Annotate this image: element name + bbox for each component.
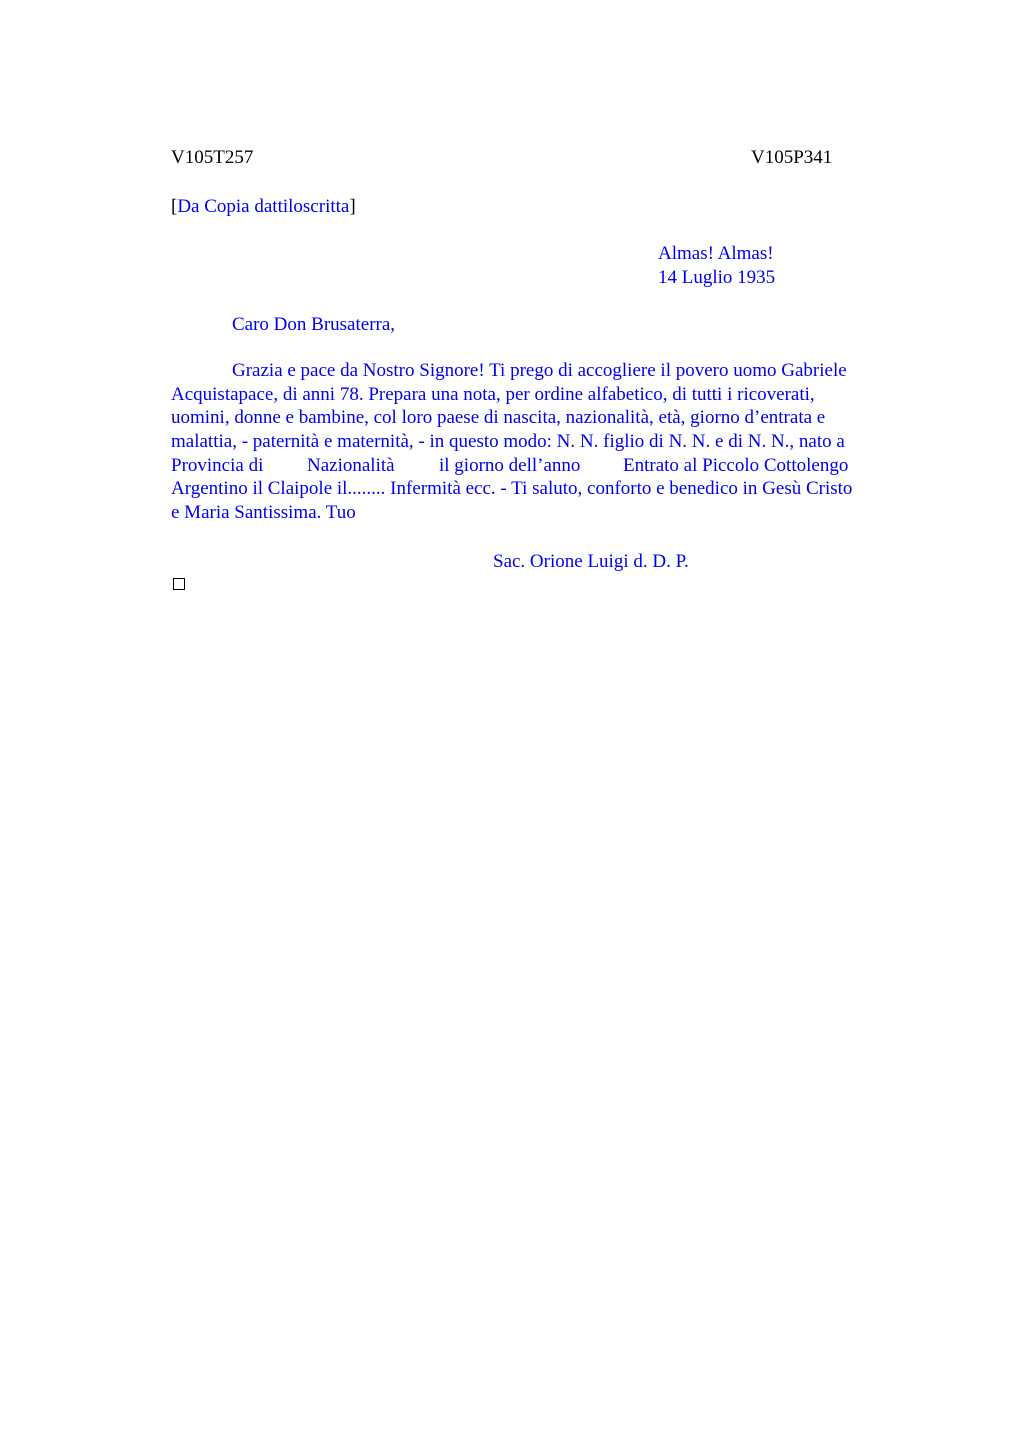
form-field-entrato: Entrato al Piccolo Cottolengo [623,454,849,476]
source-note-open-bracket: [ [171,196,178,217]
body-line: Argentino il Claipole il........ Infermità ecc. - Ti saluto, conforto e benedico in Gesù Cristo [171,478,853,500]
form-line [171,454,931,478]
form-field-provincia: Provincia di [171,454,264,476]
document-code-right: V105P341 [751,147,833,168]
body-line: Grazia e pace da Nostro Signore! Ti prego di accogliere il povero uomo Gabriele [232,360,847,381]
source-note [171,195,356,219]
checkbox-icon [173,578,185,590]
letter-salutation: Caro Don Brusaterra, [232,314,396,335]
source-note-close-bracket: ] [349,196,356,217]
letter-signature: Sac. Orione Luigi d. D. P. [493,551,689,572]
body-line: uomini, donne e bambine, col loro paese di nascita, nazionalità, età, giorno d’entrata e [171,407,826,429]
letter-date: 14 Luglio 1935 [658,267,776,288]
letter-place: Almas! Almas! [658,243,774,264]
form-field-giorno: il giorno dell’anno [439,454,581,476]
letter-body [171,359,931,525]
body-line: malattia, - paternità e maternità, - in questo modo: N. N. figlio di N. N. e di N. N., nato a [171,431,845,453]
body-line: Acquistapace, di anni 78. Prepara una nota, per ordine alfabetico, di tutti i ricoverati, [171,383,815,405]
document-code-left: V105T257 [171,147,254,168]
body-line: e Maria Santissima. Tuo [171,502,356,524]
form-field-nazionalita: Nazionalità [307,454,395,476]
source-note-text: Da Copia dattiloscritta [177,196,350,217]
